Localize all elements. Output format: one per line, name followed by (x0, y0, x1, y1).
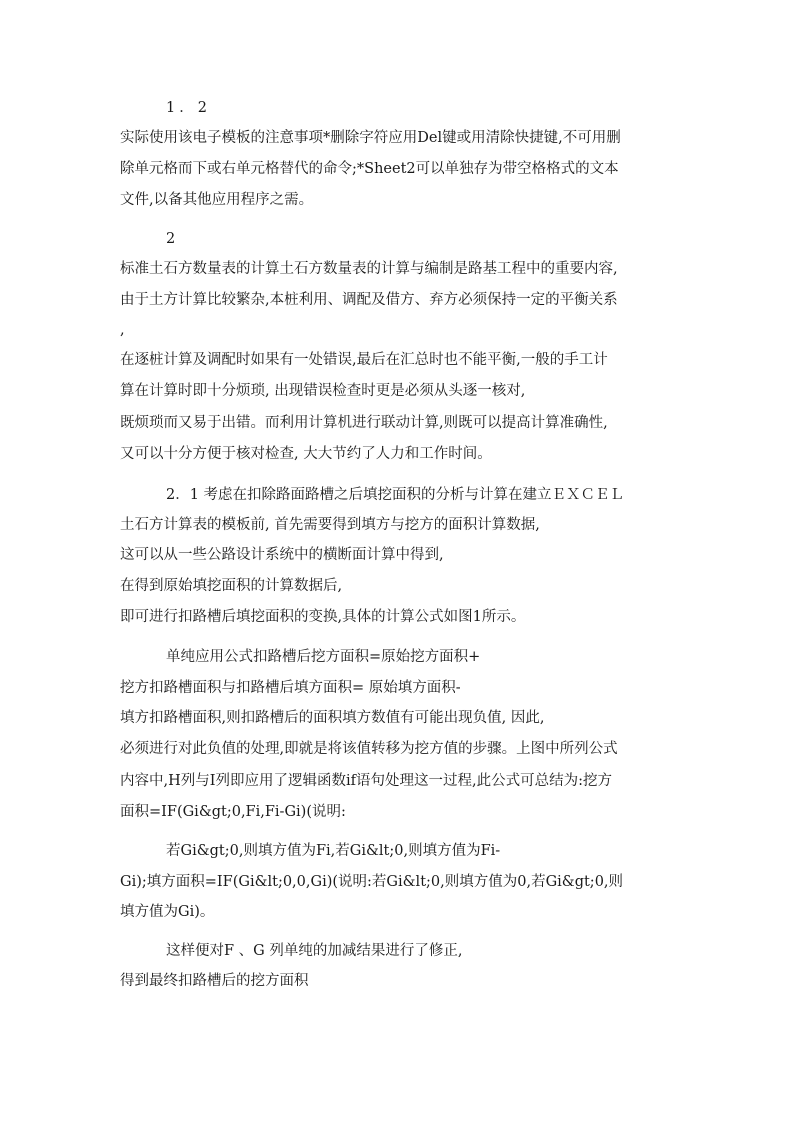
paragraph-line: 在得到原始填挖面积的计算数据后, (120, 578, 343, 594)
paragraph-line: 必须进行对此负值的处理,即就是将该值转移为挖方值的步骤。上图中所列公式 (120, 741, 618, 757)
paragraph-line: 既烦琐而又易于出错。而利用计算机进行联动计算,则既可以提高计算准确性, (120, 415, 608, 431)
paragraph-line: 实际使用该电子模板的注意事项*删除字符应用Del键或用清除快捷键,不可用删 (120, 130, 621, 146)
paragraph-first-line: 若Gi&gt;0,则填方值为Fi,若Gi&lt;0,则填方值为Fi- (166, 843, 501, 859)
paragraph-line: 算在计算时即十分烦琐, 出现错误检查时更是必须从头逐一核对, (120, 383, 526, 399)
paragraph-first-line: 这样便对F 、G 列单纯的加减结果进行了修正, (166, 943, 463, 959)
paragraph-line: 标准土石方数量表的计算土石方数量表的计算与编制是路基工程中的重要内容, (120, 261, 618, 277)
paragraph-line: 填方值为Gi)。 (120, 904, 215, 920)
paragraph-line: 在逐桩计算及调配时如果有一处错误,最后在汇总时也不能平衡,一般的手工计 (120, 352, 608, 368)
paragraph-line: 填方扣路槽面积,则扣路槽后的面积填方数值有可能出现负值, 因此, (120, 710, 545, 726)
paragraph-line: 除单元格而下或右单元格替代的命令;*Sheet2可以单独存为带空格格式的文本 (120, 161, 619, 177)
paragraph-line: Gi);填方面积=IF(Gi&lt;0,0,Gi)(说明:若Gi&lt;0,则填方值为0,若Gi&gt;0,则 (120, 874, 624, 890)
paragraph-line: , (120, 322, 125, 338)
paragraph-line: 由于土方计算比较繁杂,本桩利用、调配及借方、弃方必须保持一定的平衡关系 (120, 292, 618, 308)
paragraph-line: 土石方计算表的模板前, 首先需要得到填方与挖方的面积计算数据, (120, 517, 540, 533)
paragraph-line: 得到最终扣路槽后的挖方面积 (120, 973, 309, 989)
section-heading-2: 2 (166, 231, 176, 247)
paragraph-line: 文件,以备其他应用程序之需。 (120, 192, 314, 208)
paragraph-line: 面积=IF(Gi&gt;0,Fi,Fi-Gi)(说明: (120, 804, 346, 820)
paragraph-line: 这可以从一些公路设计系统中的横断面计算中得到, (120, 547, 444, 563)
paragraph-first-line: 单纯应用公式扣路槽后挖方面积=原始挖方面积+ (166, 649, 481, 665)
paragraph-line: 又可以十分方便于核对检查, 大大节约了人力和工作时间。 (120, 446, 492, 462)
section-heading-2-1: 2．1 考虑在扣除路面路槽之后填挖面积的分析与计算在建立ＥＸＣＥＬ (166, 487, 625, 503)
paragraph-line: 即可进行扣路槽后填挖面积的变换,具体的计算公式如图1所示。 (120, 609, 526, 625)
section-heading-1-2: 1．2 (166, 100, 211, 116)
paragraph-line: 挖方扣路槽面积与扣路槽后填方面积= 原始填方面积- (120, 680, 461, 696)
paragraph-line: 内容中,H列与I列即应用了逻辑函数if语句处理这一过程,此公式可总结为:挖方 (120, 773, 612, 789)
